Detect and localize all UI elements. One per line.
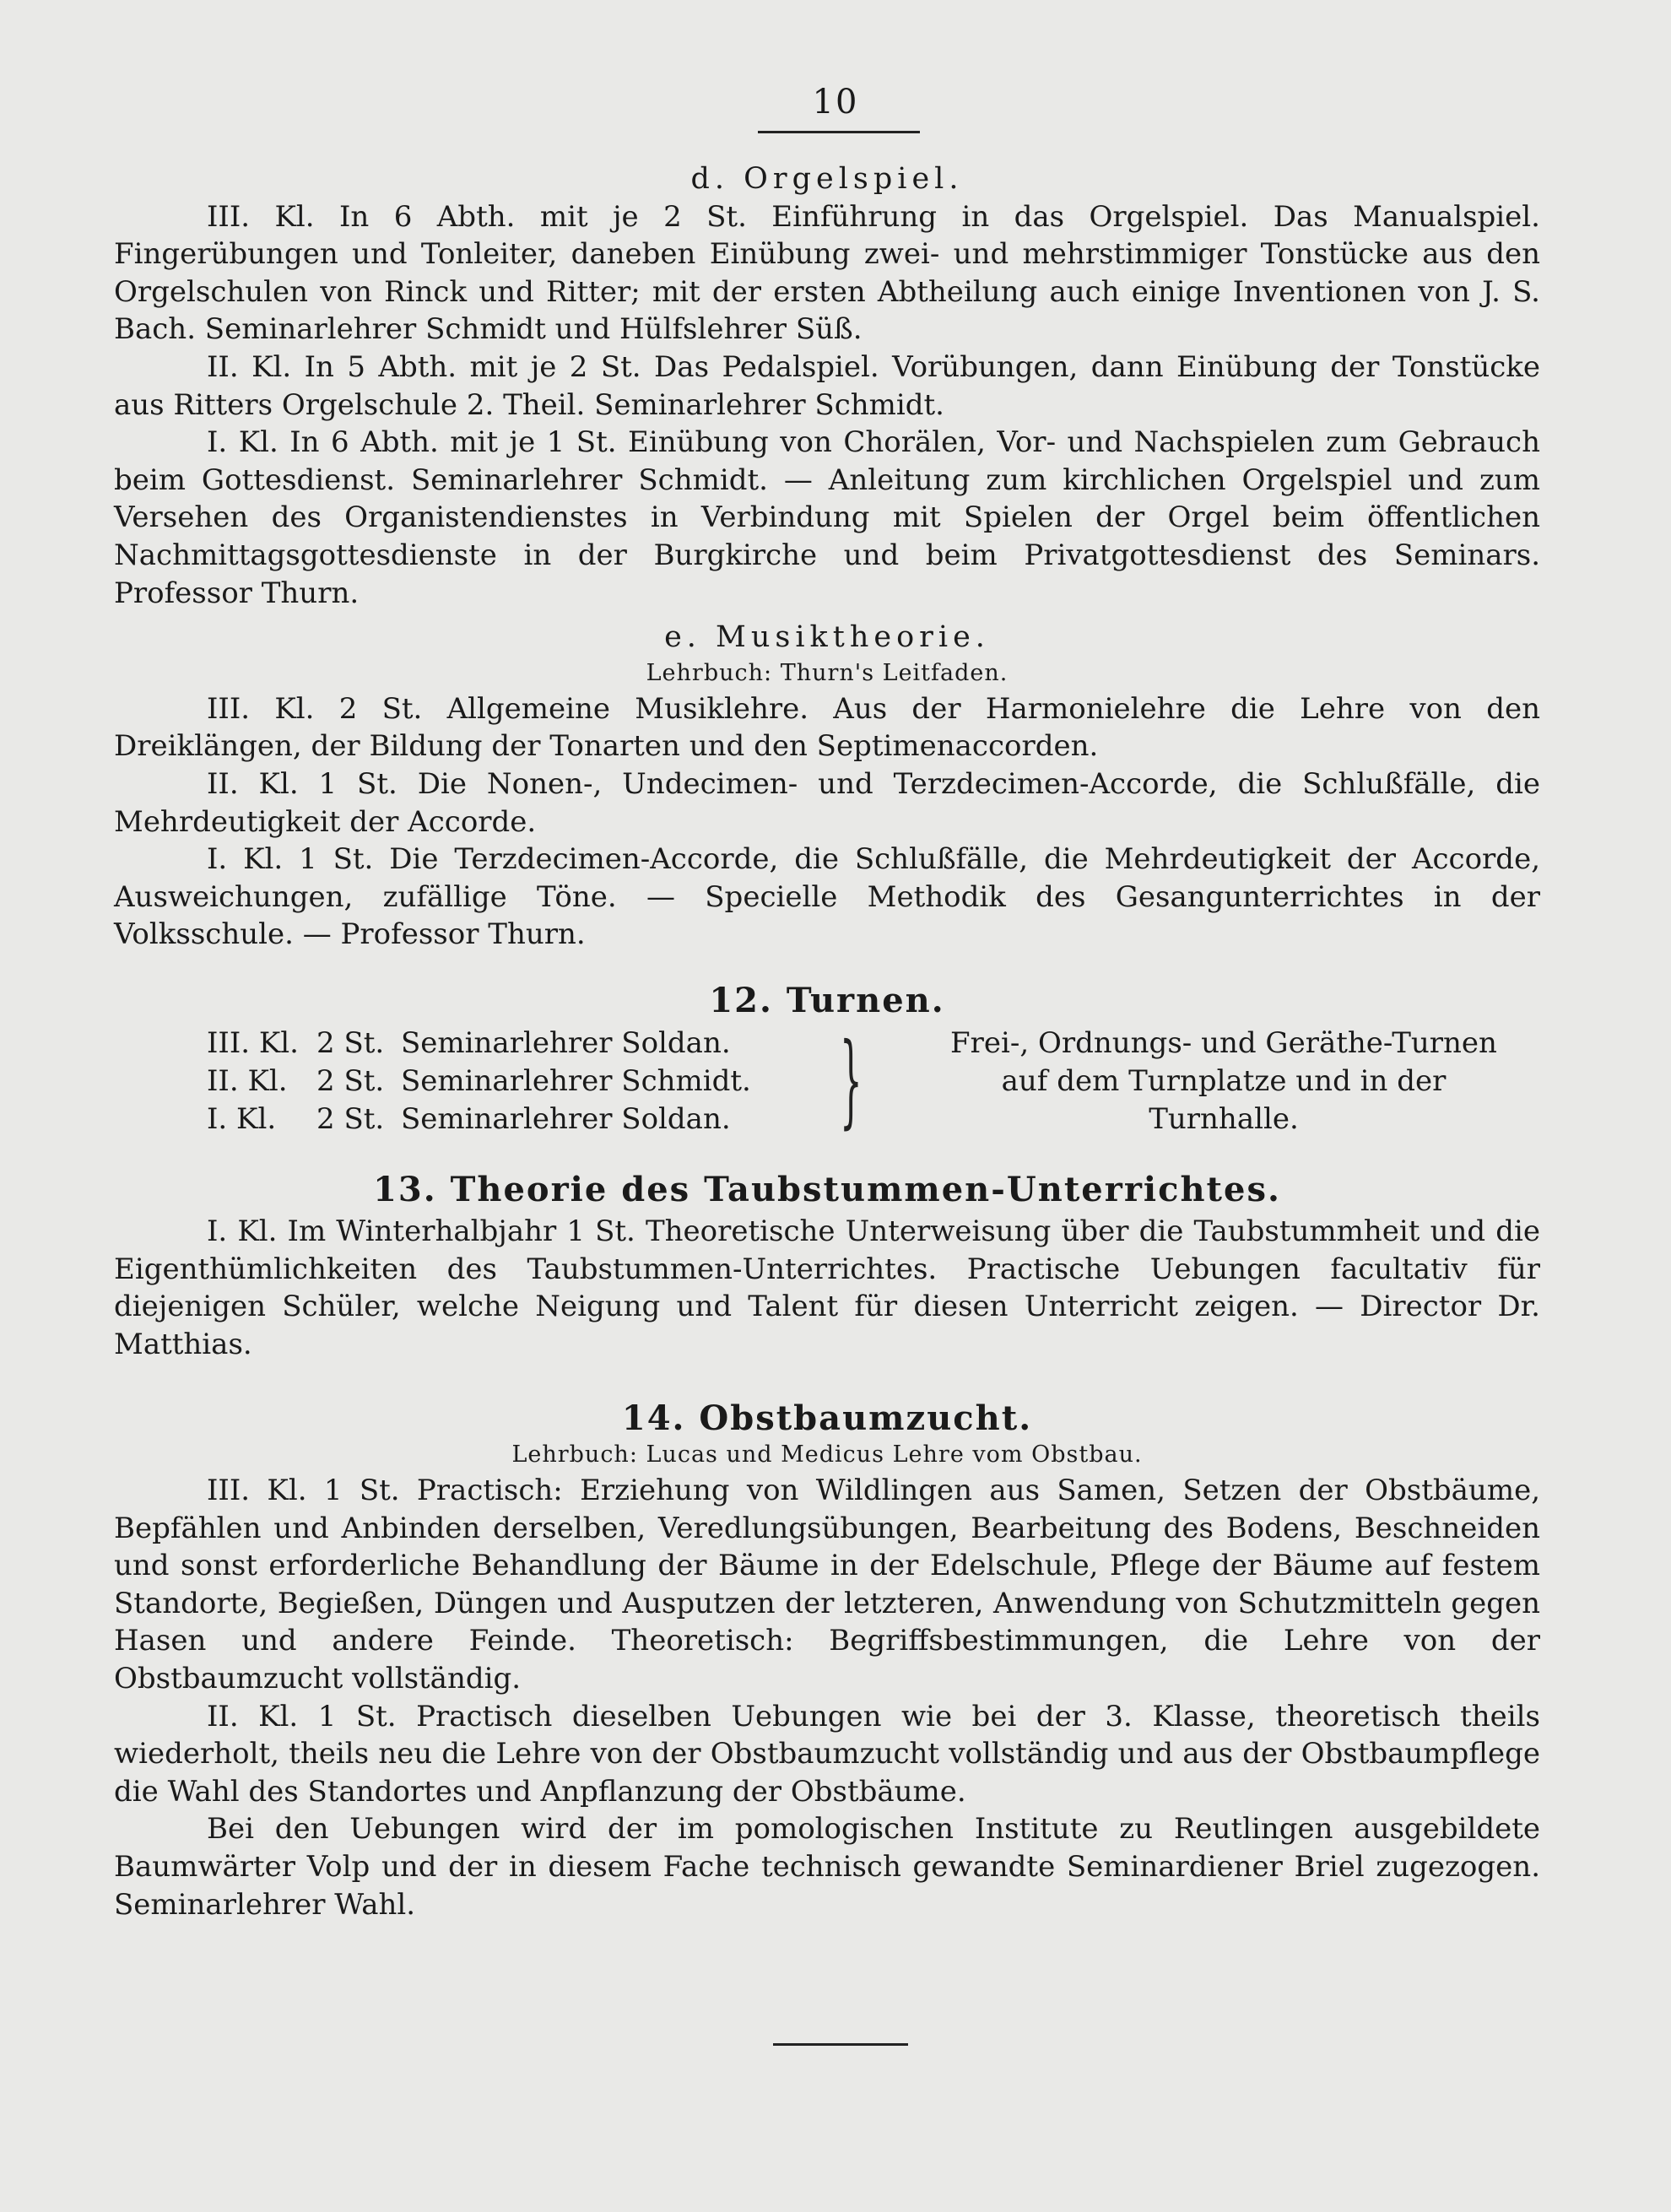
section-taubstummen — [114, 1171, 1540, 1363]
page-content — [114, 160, 1540, 1923]
section-obstbaumzucht — [114, 1400, 1540, 1923]
taubstummen-paragraph-1: I. Kl. Im Winterhalbjahr 1 St. Theoretische Unterweisung über die Taubstummheit und die Eigenthümlichkeiten des Taubstummen-Unterrichtes. Practische Uebungen facultativ für diejenigen Schüler, welche Neigung und Talent für diesen Unterricht zeigen. — Director Dr. Matthias. — [114, 1214, 1540, 1361]
obstbaumzucht-paragraph-3: Bei den Uebungen wird der im pomologischen Institute zu Reutlingen ausgebildete Baumwärter Volp und der in diesem Fache technisch gewandte Seminardiener Briel zugezogen. Seminarlehrer Wahl. — [114, 1812, 1540, 1922]
turnen-note-line-3: Turnhalle. — [1149, 1101, 1299, 1136]
turnen-row-2-hours: 2 St. — [316, 1064, 385, 1099]
musiktheorie-textbook: Lehrbuch: Thurn's Leitfaden. — [646, 659, 1009, 686]
turnen-row-1-class: III. Kl. — [207, 1026, 299, 1061]
taubstummen-heading: 13. Theorie des Taubstummen-Unterrichtes. — [373, 1170, 1281, 1210]
turnen-row-2-teacher: Seminarlehrer Schmidt. — [401, 1064, 751, 1099]
turnen-heading: 12. Turnen. — [709, 980, 945, 1020]
turnen-schedule — [114, 1022, 1540, 1140]
orgelspiel-paragraph-2: II. Kl. In 5 Abth. mit je 2 St. Das Pedalspiel. Vorübungen, dann Einübung der Tonstücke aus Ritters Orgelschule 2. Theil. Seminarlehrer Schmidt. — [114, 349, 1540, 422]
turnen-row-1-teacher: Seminarlehrer Soldan. — [401, 1026, 731, 1061]
turnen-row-3-teacher: Seminarlehrer Soldan. — [401, 1101, 731, 1136]
obstbaumzucht-textbook: Lehrbuch: Lucas und Medicus Lehre vom Obstbau. — [511, 1441, 1143, 1468]
turnen-note-line-2: auf dem Turnplatze und in der — [1001, 1064, 1447, 1099]
obstbaumzucht-paragraph-2: II. Kl. 1 St. Practisch dieselben Uebungen wie bei der 3. Klasse, theoretisch theils wiederholt, theils neu die Lehre von der Obstbaumzucht vollständig und aus der Obstbaumpflege die Wahl des Standortes und Anpflanzung der Obstbäume. — [114, 1699, 1540, 1809]
obstbaumzucht-heading: 14. Obstbaumzucht. — [621, 1398, 1033, 1439]
musiktheorie-paragraph-3: I. Kl. 1 St. Die Terzdecimen-Accorde, die Schlußfälle, die Mehrdeutigkeit der Accorde, Ausweichungen, zufällige Töne. — Specielle Methodik des Gesangunterrichtes in der Volksschule. — Professor Thurn. — [114, 842, 1540, 952]
turnen-row-3-hours: 2 St. — [316, 1101, 385, 1136]
bottom-rule — [773, 2043, 908, 2046]
section-musiktheorie — [114, 619, 1540, 954]
musiktheorie-paragraph-1: III. Kl. 2 St. Allgemeine Musiklehre. Aus der Harmonielehre die Lehre von den Dreiklängen, der Bildung der Tonarten und den Septimenaccorden. — [114, 691, 1540, 764]
section-orgelspiel — [114, 160, 1540, 612]
musiktheorie-heading: e. Musiktheorie. — [664, 620, 990, 655]
curly-brace-icon: } — [840, 1022, 863, 1140]
page-number: 10 — [812, 83, 859, 122]
turnen-row-2-class: II. Kl. — [207, 1064, 288, 1099]
top-rule — [758, 131, 920, 133]
turnen-note — [907, 1025, 1540, 1138]
obstbaumzucht-paragraph-1: III. Kl. 1 St. Practisch: Erziehung von Wildlingen aus Samen, Setzen der Obstbäume, Bepfählen und Anbinden derselben, Veredlungsübungen, Bearbeitung des Bodens, Beschneiden und sonst erforderliche Behandlung der Bäume in der Edelschule, Pflege der Bäume auf festem Standorte, Begießen, Düngen und Ausputzen der letzteren, Anwendung von Schutzmitteln gegen Hasen und andere Feinde. Theoretisch: Begriffsbestimmungen, die Lehre von der Obstbaumzucht vollständig. — [114, 1474, 1540, 1696]
orgelspiel-paragraph-1: III. Kl. In 6 Abth. mit je 2 St. Einführung in das Orgelspiel. Das Manualspiel. Fingerübungen und Tonleiter, daneben Einübung zwei- und mehrstimmiger Tonstücke aus den Orgelschulen von Rinck und Ritter; mit der ersten Abtheilung auch einige Inventionen von J. S. Bach. Seminarlehrer Schmidt und Hülfslehrer Süß. — [114, 199, 1540, 347]
section-turnen — [114, 982, 1540, 1138]
orgelspiel-heading: d. Orgelspiel. — [690, 162, 964, 196]
turnen-note-line-1: Frei-, Ordnungs- und Geräthe-Turnen — [950, 1026, 1497, 1061]
turnen-row-3-class: I. Kl. — [207, 1101, 277, 1136]
turnen-row-1-hours: 2 St. — [316, 1026, 385, 1061]
musiktheorie-paragraph-2: II. Kl. 1 St. Die Nonen-, Undecimen- und Terzdecimen-Accorde, die Schlußfälle, die Mehrdeutigkeit der Accorde. — [114, 766, 1540, 839]
orgelspiel-paragraph-3: I. Kl. In 6 Abth. mit je 1 St. Einübung von Chorälen, Vor- und Nachspielen zum Gebrauch beim Gottesdienst. Seminarlehrer Schmidt. — Anleitung zum kirchlichen Orgelspiel und zum Versehen des Organistendienstes in Verbindung mit Spielen der Orgel beim öffentlichen Nachmittagsgottesdienste in der Burgkirche und beim Privatgottesdienst des Seminars. Professor Thurn. — [114, 425, 1540, 610]
